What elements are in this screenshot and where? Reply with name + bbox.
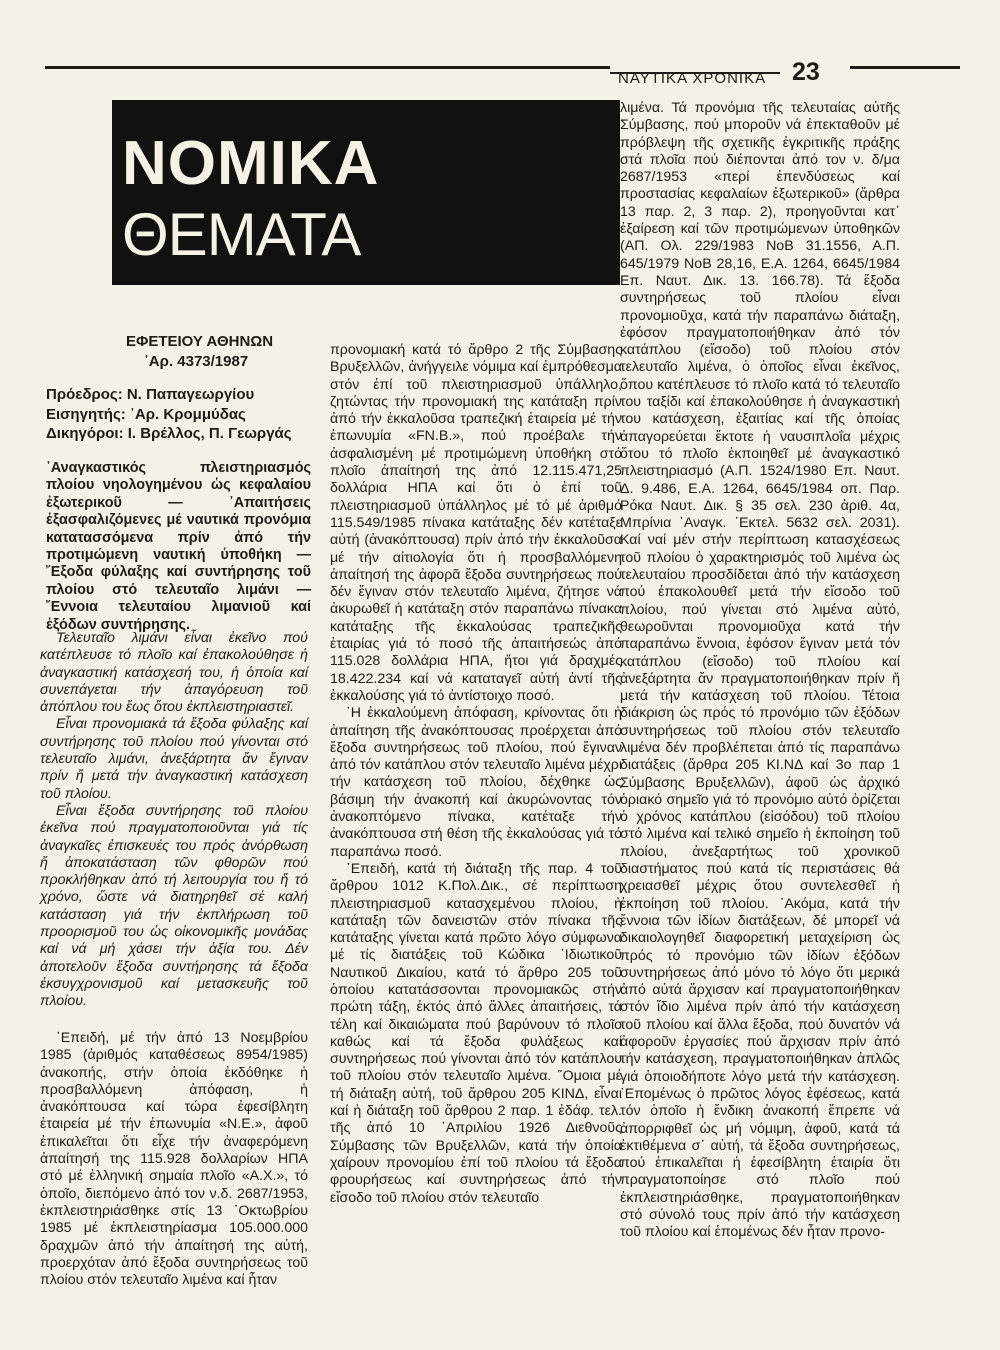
court-heading bbox=[126, 332, 274, 372]
case-summary: ᾿Αναγκαστικός πλειστηριασμός πλοίου νηολογημένου ὡς κεφαλαίου ἐξωτερικοῦ — ᾿Απαιτήσεις ἐξασφαλιζόμενες μέ ναυτικά προνόμια κατατασσόμενα πρίν ἀπό τήν προτιμώμενη ναυτική ὑποθήκη — ῎Εξοδα φύλαξης καί συντήρησης τοῦ πλοίου στό τελευταῖο λιμάνι — ῎Εννοια τελευταίου λιμανιοῦ καί ἐξόδων συντήρησης. bbox=[46, 460, 311, 633]
court-composition bbox=[46, 385, 311, 444]
body-column-1 bbox=[40, 1030, 308, 1289]
banner-title-line2: ΘΕΜΑΤΑ bbox=[122, 201, 361, 268]
section-banner bbox=[112, 100, 620, 285]
body-paragraph: ᾿Επειδή, μέ τήν ἀπό 13 Νοεμβρίου 1985 (ἀριθμός καταθέσεως 8954/1985) ἀνακοπής, στήν ὁποία ἐκδόθηκε ἡ προσβαλλόμενη ἀπόφαση, ἡ ἀνακόπτουσα καί τώρα ἐφεσίβλητη ἑταιρεία μέ τήν ἐπωνυμία «Ν.Ε.», ἀφοῦ ἐπικαλεῖται ὅτι εἶχε τήν ἀναφερόμενη ἀπαίτησή της 115.928 δολλαρίων ΗΠΑ στό μέ ἑλληνική σημαία πλοῖο «Α.Χ.», τό ὁποῖο, διεπόμενο ἀπό τον ν.δ. 2687/1953, ἐκπλειστηριάσθηκε στίς 13 ᾿Οκτωβρίου 1985 μέ ἐκπλειστηρίασμα 105.000.000 δραχμῶν ἀπό τήν ἀπαίτησή της αὐτή, προερχόταν ἀπό ἔξοδα συντηρήσεως τοῦ πλοίου στόν τελευταῖο λιμένα καί ἦταν bbox=[40, 1030, 308, 1289]
lawyers-line: Δικηγόροι: Ι. Βρέλλος, Π. Γεωργάς bbox=[46, 425, 292, 442]
running-head: ΝΑΥΤΙΚΑ ΧΡΟΝΙΚΑ bbox=[618, 70, 767, 87]
page-number: 23 bbox=[792, 58, 820, 86]
decision-number: ᾿Αρ. 4373/1987 bbox=[143, 353, 249, 370]
body-column-3 bbox=[620, 100, 900, 1242]
headnote-paragraph: Τελευταῖο λιμάνι εἶναι ἐκεῖνο πού κατέπλευσε τό πλοῖο καί ἐπακολούθησε ἡ ἀναγκαστική κατάσχεσή του, ἡ ὁποία καί συνεπάγεται τήν ἀπαγόρευση τοῦ ἀπόπλου του ἕως ὅτου ἐκπλειστηριαστεῖ. bbox=[40, 630, 308, 716]
header-rule-left bbox=[45, 66, 610, 69]
banner-title-line1: ΝΟΜΙΚΑ bbox=[122, 129, 380, 198]
body-column-2 bbox=[330, 342, 622, 1207]
rapporteur-line: Εισηγητής: ᾿Αρ. Κρομμύδας bbox=[46, 405, 246, 423]
headnote-paragraph: Εἶναι προνομιακά τά ἔξοδα φύλαξης καί συντήρησης τοῦ πλοίου πού γίνονται στό τελευταῖο λιμάνι, ἀνεξάρτητα ἄν ἔγιναν πρίν ἤ μετά τήν ἀναγκαστική κατάσχεση τοῦ πλοίου. bbox=[40, 716, 308, 802]
headnote-paragraph: Εἶναι ἔξοδα συντήρησης τοῦ πλοίου ἐκεῖνα πού πραγματοποιοῦνται γιά τίς ἀναγκαῖες ἐπισκευές του πρός ἀνόρθωση ἤ ἀποκατάσταση τῶν φθορῶν πού προκλήθηκαν ἀπό τή λειτουργία του ἤ τό χρόνο, ὥστε νά διατηρηθεῖ σέ καλή κατάσταση γιά τήν ἐκπλήρωση τοῦ προορισμοῦ του ὡς οἰκονομικῆς μονάδας καί νά μή χάσει τήν ἀξία του. Δέν ἀποτελοῦν ἔξοδα συντήρησης τά ἔξοδα ἐκσυγχρονισμοῦ καί μετασκευῆς τοῦ πλοίου. bbox=[40, 802, 308, 1010]
header-rule-right bbox=[850, 66, 960, 69]
president-line: Πρόεδρος: Ν. Παπαγεωργίου bbox=[46, 386, 255, 403]
court-name: ΕΦΕΤΕΙΟΥ ΑΘΗΝΩΝ bbox=[126, 333, 274, 350]
body-paragraph: ῾Η ἐκκαλούμενη ἀπόφαση, κρίνοντας ὅτι ἡ ἀπαίτηση τῆς ἀνακόπτουσας προέρχεται ἀπό ἔξοδα συντηρήσεως τοῦ πλοίου, πού ἔγιναν ἀπό τόν κατάπλου στόν τελευταῖο λιμένα μέχρι τήν κατάσχεση τοῦ πλοίου, δέχθηκε ὡς βάσιμη τήν ἀνακοπή καί ἀκυρώνοντας τόν ἀνακοπτόμενο πίνακα, κατέταξε τήν ἀνακόπτουσα στή θέση τῆς ἐκκαλούσας γιά τό παραπάνω ποσό. bbox=[330, 705, 622, 860]
body-paragraph: ᾿Επειδή, κατά τή διάταξη τῆς παρ. 4 τοῦ ἄρθρου 1012 Κ.Πολ.Δικ., σέ περίπτωση πλειστηριασμοῦ κατασχεμένου πλοίου, ἡ κατάταξη τῶν δανειστῶν στόν πίνακα τῆς κατάταξης γίνεται κατά πρῶτο λόγο σύμφωνα μέ τίς διατάξεις τοῦ Κώδικα ᾿Ιδιωτικοῦ Ναυτικοῦ Δικαίου, κατά τό ἄρθρο 205 τοῦ ὁποίου κατατάσσονται προνομιακῶς στήν πρώτη τάξη, ἐκτός ἀπό ἄλλες ἀπαιτήσεις, τά τέλη καί δικαιώματα πού βαρύνουν τό πλοῖο καθώς καί τά ἔξοδα φυλάξεως καί συντηρήσεως πού γίνονται ἀπό τόν κατάπλου τοῦ πλοίου στόν τελευταῖο λιμένα. ῞Ομοια μέ τή διάταξη αὐτή, τοῦ ἄρθρου 205 ΚΙΝΔ, εἶναι καί ἡ διάταξη τοῦ ἄρθρου 2 παρ. 1 ἐδάφ. τελ. τῆς ἀπό 10 ᾿Απριλίου 1926 Διεθνοῦς Σύμβασης τῶν Βρυξελλῶν, κατά τήν ὁποία χαίρουν προνομίου ἐπί τοῦ πλοίου τά ἔξοδα φρουρήσεως καί συντηρήσεως ἀπό τήν εἴσοδο τοῦ πλοίου στόν τελευταῖο bbox=[330, 860, 622, 1206]
headnote bbox=[40, 630, 308, 1011]
body-paragraph: προνομιακή κατά τό ἄρθρο 2 τῆς Σύμβασης Βρυξελλῶν, ἀνήγγειλε νόμιμα καί ἐμπρόθεσμα στόν ἐπί τοῦ πλειστηριασμοῦ ὑπάλληλο, ζητώντας τήν προνομιακή της κατάταξη πρίν ἀπό τήν ἐκκαλοῦσα τραπεζική ἑταιρεία μέ τήν ἐπωνυμία «FN.B.», πού προέβαλε τήν ἀσφαλισμένη μέ προτιμώμενη ὑποθήκη στό πλοῖο ἀπαίτησή της ἀπό 12.115.471,25 δολλάρια ΗΠΑ καί ὅτι ὁ ἐπί τοῦ πλειστηριασμοῦ ὑπάλληλος μέ τό μέ ἀριθμό 115.549/1985 πίνακα κατάταξης δέν κατέταξε αὐτή (ἀνακόπτουσα) πρίν ἀπό τήν ἐκκαλοῦσα μέ τήν αἰτιολογία ὅτι ἡ προσβαλλόμενη ἀπαίτησή της ἀφορᾶ ἔξοδα συντηρήσεως πού δέν ἔγιναν στόν τελευταῖο λιμένα, ζήτησε νά ἀκυρωθεῖ ἡ κατάταξη στόν παραπάνω πίνακα κατάταξης τῆς ἐκκαλούσας τραπεζικῆς ἑταιρίας γιά τό ποσό τῆς ἀπαιτήσεώς ἀπό 115.028 δολλάρια ΗΠΑ, ἤτοι γιά δραχμές 18.422.234 καί νά καταταγεῖ αὐτή ἀντί τῆς ἐκκαλούσης γιά τό ἀντίστοιχο ποσό. bbox=[330, 342, 622, 704]
body-paragraph: λιμένα. Τά προνόμια τῆς τελευταίας αὐτῆς Σύμβασης, πού μποροῦν νά ἐπεκταθοῦν μέ πρόβλεψη τῆς σχετικῆς ἐγκριτικῆς πράξης στά πλοῖα πού διέπονται ἀπό τον ν. δ/μα 2687/1953 «περί ἐπενδύσεως καί προστασίας κεφαλαίων ἐξωτερικοῦ» (ἄρθρα 13 παρ. 2, 3 παρ. 2), προηγοῦνται κατ᾿ ἐξαίρεση καί τῶν προτιμώμενων ὑποθηκῶν (ΑΠ. Ολ. 229/1983 ΝοΒ 31.1556, Α.Π. 645/1979 ΝοΒ 28,16, Ε.Α. 1264, 6645/1984 Επ. Ναυτ. Δικ. 13. 166.78). Τά ἔξοδα συντηρήσεως τοῦ πλοίου εἶναι προνομιοῦχα, κατά τήν παραπάνω διάταξη, ἐφόσον πραγματοποιήθηκαν ἀπό τόν κατάπλου (εἴσοδο) τοῦ πλοίου στόν τελευταῖο λιμένα, ὁ ὁποῖος εἶναι ἐκεῖνος, ὅπου κατέπλευσε τό πλοῖο κατά τό τελευταῖο του ταξίδι καί ἐπακολούθησε ἡ ἀναγκαστική του κατάσχεση, ἐξαιτίας καί τῆς ὁποίας ἀπαγορεύεται ἔκτοτε ἡ ναυσιπλοΐα μέχρις ὅτου τό πλοῖο ἐκποιηθεῖ μέ ἀναγκαστικό πλειστηριασμό (Α.Π. 1524/1980 Επ. Ναυτ. Δ. 9.486, Ε.Α. 1264, 6645/1984 οπ. Παρ. Ρόκα Ναυτ. Δικ. § 35 σελ. 230 ἀριθ. 4α, Μπρίνια ᾿Αναγκ. ᾿Εκτελ. 5632 σελ. 2031). Καί ναί μέν στήν περίπτωση κατασχέσεως τοῦ πλοίου ὁ χαρακτηρισμός τοῦ λιμένα ὡς τελευταίου προσδίδεται ἀπό τήν κατάσχεση πού ἐπακολουθεῖ μετά τήν εἴσοδο τοῦ πλοίου, πού γίνεται στό λιμένα αὐτό, θεωροῦνται προνομιοῦχα κατά τήν παραπάνω ἔννοια, ἐφόσον ἔγιναν μετά τόν κατάπλου (εἴσοδο) τοῦ πλοίου καί ἀνεξάρτητα ἄν πραγματοποιήθηκαν πρίν ἤ μετά τήν κατάσχεση τοῦ πλοίου. Τέτοια διάκριση ὡς πρός τό προνόμιο τῶν ἐξόδων συντηρήσεως τοῦ πλοίου στόν τελευταῖο λιμένα δέν προβλέπεται ἀπό τίς παραπάνω διατάξεις (ἄρθρα 205 ΚΙ.ΝΔ καί 3ο παρ 1 Σύμβασης Βρυξελλῶν), ἀφοῦ ὡς ἀρχικό ὁριακό σημεῖο γιά τό προνόμιο αὐτό ὁρίζεται ὁ χρόνος κατάπλου (εἰσόδου) τοῦ πλοίου στό λιμένα καί τελικό σημεῖο ἡ ἐκποίηση τοῦ πλοίου, ἀνεξαρτήτως τοῦ χρονικοῦ διαστήματος πού κατά τίς περιστάσεις θά χρειασθεῖ μέχρις ὅτου συντελεσθεῖ ἡ ἐκποίηση τοῦ πλοίου. ᾿Ακόμα, κατά τήν ἔννοια τῶν ἰδίων διατάξεων, δέ μπορεῖ νά δικαιολογηθεῖ διαφορετική μεταχείριση ὡς πρός τό προνόμιο τῶν ἰδίων ἐξόδων συντηρήσεως ἀπό μόνο τό λόγο ὅτι μερικά ἀπό αὐτά ἄρχισαν καί πραγματοποιήθηκαν στόν ἴδιο λιμένα πρίν ἀπό τήν κατάσχεση τοῦ πλοίου καί ἄλλα ἔξοδα, πού δυνατόν νά ἀφοροῦν ἐργασίες πού ἄρχισαν πρίν ἀπό τήν κατάσχεση, πραγματοποιήθηκαν ἁπλῶς γιά ὁποιοδήποτε λόγο μετά τήν κατάσχεση. ῾Επομένως ὁ πρῶτος λόγος ἐφέσεως, κατά τόν ὁποῖο ἡ ἔνδικη ἀνακοπή ἔπρεπε νά ἀπορριφθεῖ ὡς μή νόμιμη, ἀφοῦ, κατά τά ἐκτιθέμενα σ᾿ αὐτή, τά ἔξοδα συντηρήσεως, πού ἐπικαλεῖται ἡ ἐφεσίβλητη ἑταιρία ὅτι πραγματοποίησε στό πλοῖο πού ἐκπλειστηριάσθηκε, πραγματοποιήθηκαν στό σύνολό τους πρίν ἀπό τήν κατάσχεση τοῦ πλοίου καί ἑπομένως δέν ἦταν προνο- bbox=[620, 100, 900, 1241]
